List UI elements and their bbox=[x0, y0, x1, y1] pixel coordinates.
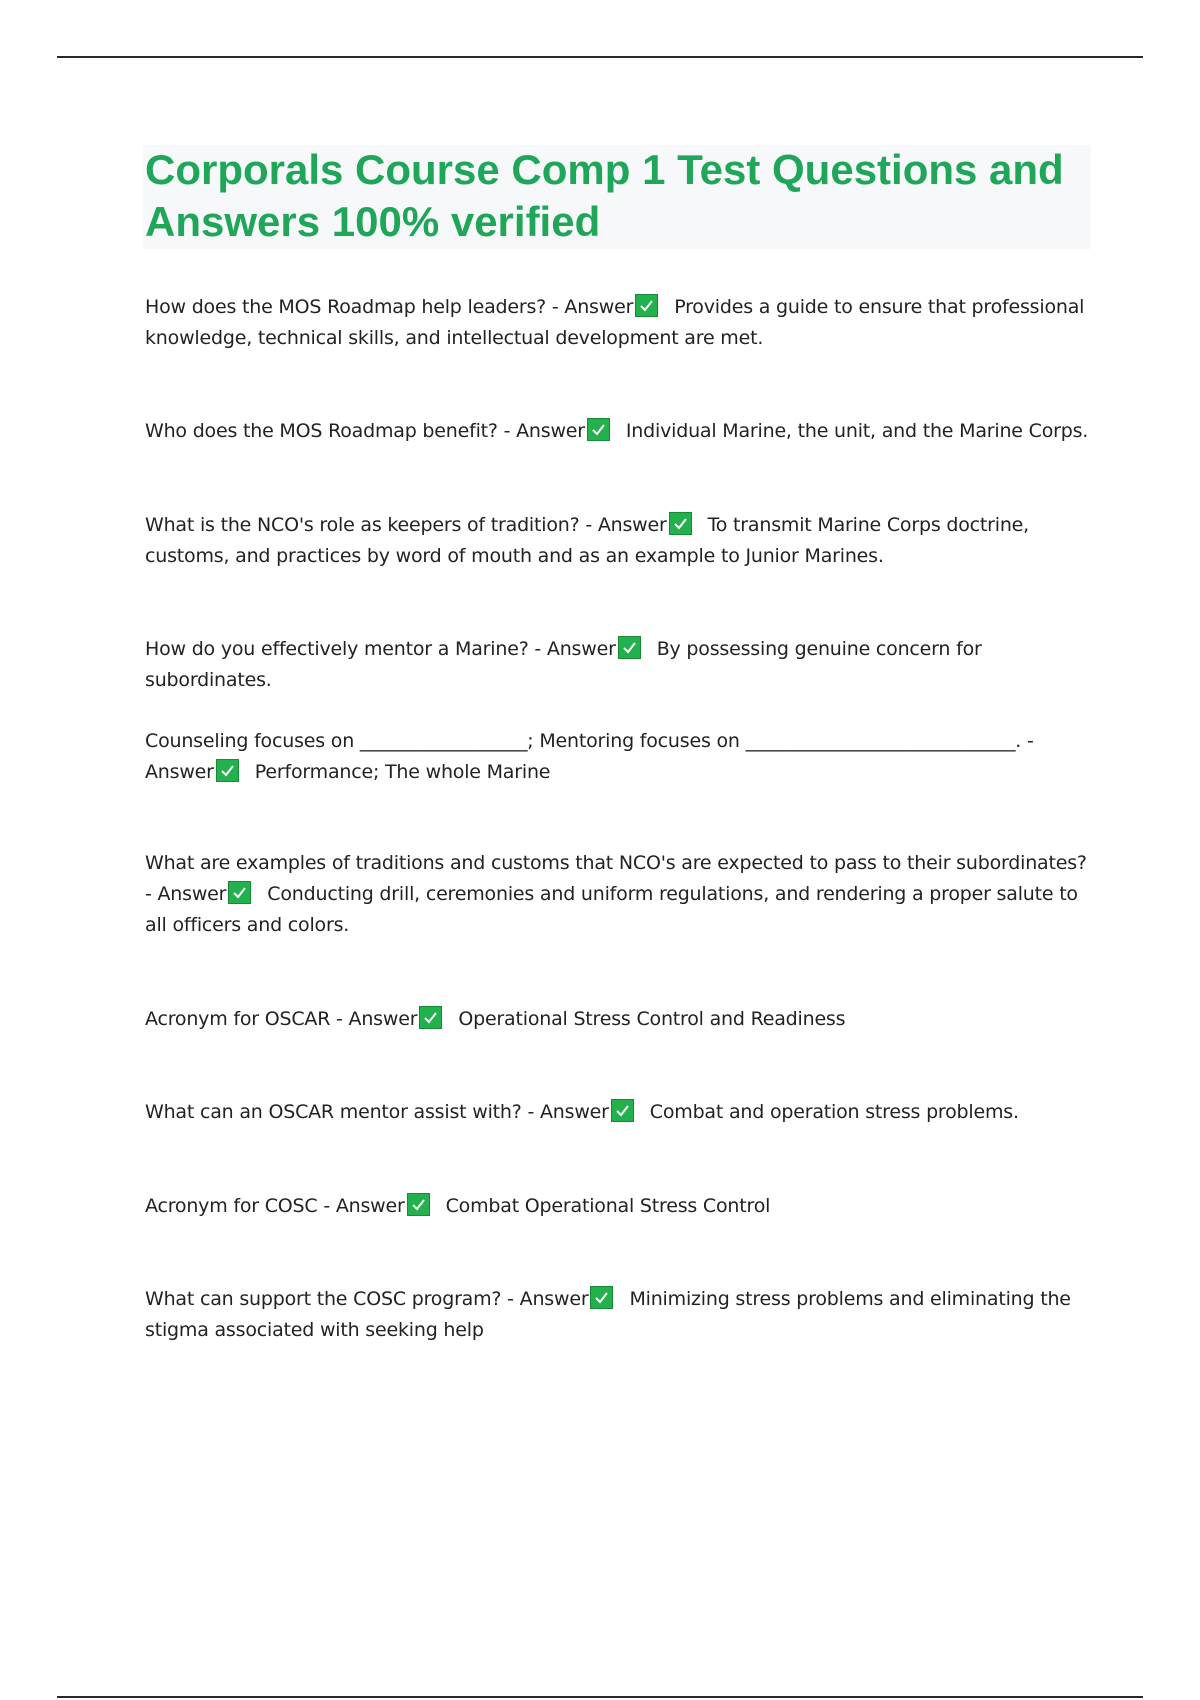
qa-item bbox=[145, 726, 1090, 788]
check-mark-icon bbox=[611, 1099, 634, 1122]
answer-text: By possessing genuine concern for subordinates. bbox=[145, 638, 982, 691]
qa-item bbox=[145, 510, 1090, 572]
check-mark-icon bbox=[216, 759, 239, 782]
qa-item bbox=[145, 292, 1090, 354]
question-text: Acronym for COSC - bbox=[145, 1195, 336, 1217]
answer-label: Answer bbox=[335, 1195, 405, 1217]
check-mark-icon bbox=[618, 636, 641, 659]
qa-item bbox=[145, 416, 1090, 447]
question-text: What is the NCO's role as keepers of tradition? - bbox=[145, 514, 598, 536]
question-text: How does the MOS Roadmap help leaders? - bbox=[145, 296, 565, 318]
question-text: Counseling focuses on __________________; Mentoring focuses on _____________________________. - bbox=[145, 730, 1034, 752]
qa-item bbox=[145, 1097, 1090, 1128]
answer-label: Answer bbox=[546, 638, 616, 660]
question-text: Who does the MOS Roadmap benefit? - bbox=[145, 420, 517, 442]
qa-item bbox=[145, 1004, 1090, 1035]
answer-label: Answer bbox=[157, 883, 227, 905]
answer-text: Performance; The whole Marine bbox=[254, 761, 551, 783]
check-mark-icon bbox=[419, 1006, 442, 1029]
document-title: Corporals Course Comp 1 Test Questions and Answers 100% verified bbox=[145, 146, 1064, 245]
check-mark-icon bbox=[228, 881, 251, 904]
question-text: How do you effectively mentor a Marine? - bbox=[145, 638, 547, 660]
answer-label: Answer bbox=[564, 296, 634, 318]
answer-text: Conducting drill, ceremonies and uniform regulations, and rendering a proper salute to all officers and colors. bbox=[145, 883, 1078, 936]
question-text: What can an OSCAR mentor assist with? - bbox=[145, 1101, 540, 1123]
check-mark-icon bbox=[669, 512, 692, 535]
answer-label: Answer bbox=[519, 1288, 589, 1310]
answer-text: To transmit Marine Corps doctrine, customs, and practices by word of mouth and as an example to Junior Marines. bbox=[145, 514, 1030, 567]
question-text: What can support the COSC program? - bbox=[145, 1288, 520, 1310]
answer-label: Answer bbox=[539, 1101, 609, 1123]
qa-item bbox=[145, 848, 1090, 941]
answer-label: Answer bbox=[516, 420, 585, 442]
answer-text: Combat and operation stress problems. bbox=[649, 1101, 1019, 1123]
answer-text: Combat Operational Stress Control bbox=[445, 1195, 771, 1217]
answer-text: Individual Marine, the unit, and the Marine Corps. bbox=[625, 420, 1089, 442]
answer-text: Minimizing stress problems and eliminating the stigma associated with seeking help bbox=[145, 1288, 1071, 1341]
check-mark-icon bbox=[590, 1286, 613, 1309]
check-mark-icon bbox=[407, 1193, 430, 1216]
question-text: Acronym for OSCAR - bbox=[145, 1008, 349, 1030]
qa-item bbox=[145, 1191, 1090, 1222]
question-text: What are examples of traditions and customs that NCO's are expected to pass to their subordinates? - bbox=[145, 852, 1087, 905]
answer-label: Answer bbox=[348, 1008, 418, 1030]
qa-item bbox=[145, 1284, 1090, 1346]
answer-label: Answer bbox=[597, 514, 667, 536]
answer-label: Answer bbox=[145, 761, 214, 783]
top-rule bbox=[57, 56, 1143, 58]
bottom-rule bbox=[57, 1696, 1143, 1698]
check-mark-icon bbox=[587, 418, 610, 441]
answer-text: Provides a guide to ensure that professional knowledge, technical skills, and intellectual development are met. bbox=[145, 296, 1085, 349]
qa-item bbox=[145, 634, 1090, 696]
check-mark-icon bbox=[635, 294, 658, 317]
answer-text: Operational Stress Control and Readiness bbox=[458, 1008, 846, 1030]
